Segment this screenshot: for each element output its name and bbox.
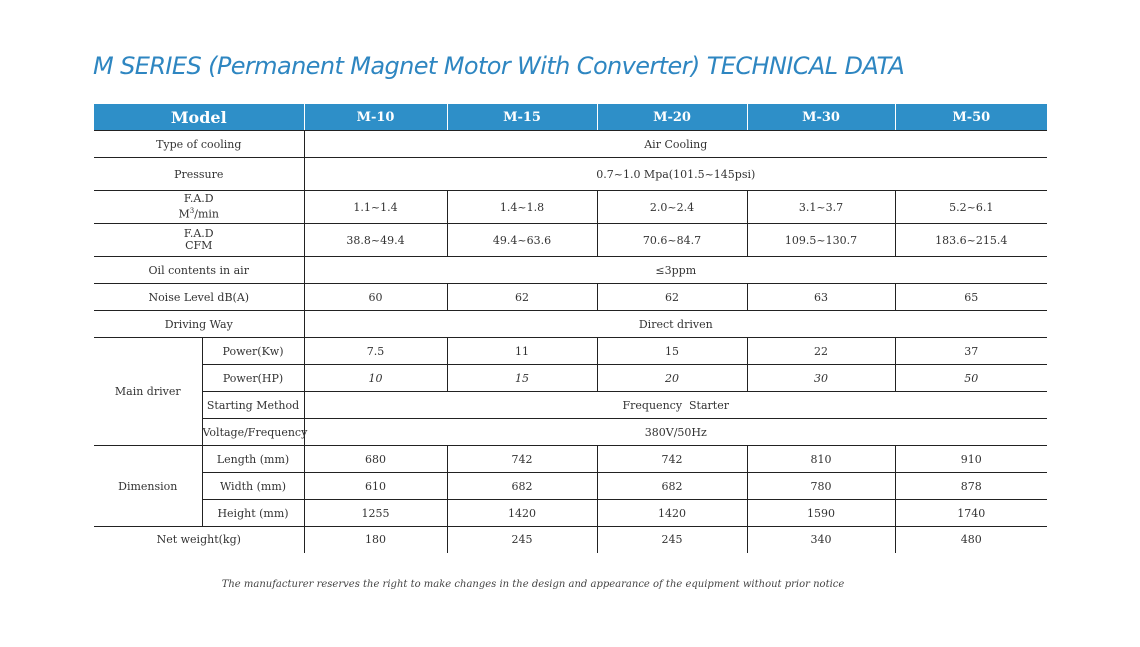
row-label-superscript: 3 — [189, 207, 195, 216]
table-row — [94, 158, 1047, 191]
row-label: Oil contents in air — [94, 257, 304, 284]
technical-data-table — [94, 104, 1047, 553]
row-label: Type of cooling — [94, 131, 304, 158]
cell-value: 62 — [597, 284, 747, 311]
cell-value: 65 — [895, 284, 1047, 311]
model-column-header: M-50 — [895, 104, 1047, 131]
row-value: 0.7~1.0 Mpa(101.5~145psi) — [304, 158, 1047, 191]
cell-value: 245 — [597, 527, 747, 553]
sub-label: Width (mm) — [202, 473, 304, 500]
cell-value: 109.5~130.7 — [747, 224, 895, 257]
cell-value: 183.6~215.4 — [895, 224, 1047, 257]
table-header-row — [94, 104, 1047, 131]
row-label: Pressure — [94, 158, 304, 191]
model-column-header: M-15 — [447, 104, 597, 131]
page-title: M SERIES (Permanent Magnet Motor With Converter) TECHNICAL DATA — [93, 52, 905, 80]
row-label: Net weight(kg) — [94, 527, 304, 553]
sub-label: Power(Kw) — [202, 338, 304, 365]
cell-value: 780 — [747, 473, 895, 500]
cell-value: 1.4~1.8 — [447, 191, 597, 224]
table-row — [94, 392, 1047, 419]
table-row — [94, 365, 1047, 392]
row-value: ≤3ppm — [304, 257, 1047, 284]
cell-value: 340 — [747, 527, 895, 553]
cell-value: 2.0~2.4 — [597, 191, 747, 224]
cell-value: 15 — [447, 365, 597, 392]
cell-value: 49.4~63.6 — [447, 224, 597, 257]
table-row — [94, 338, 1047, 365]
cell-value: 682 — [597, 473, 747, 500]
model-column-header: M-10 — [304, 104, 447, 131]
table-row — [94, 419, 1047, 446]
table-row — [94, 224, 1047, 257]
cell-value: 1420 — [447, 500, 597, 527]
cell-value: 682 — [447, 473, 597, 500]
table-row — [94, 191, 1047, 224]
cell-value: 878 — [895, 473, 1047, 500]
row-label-line: F.A.D — [183, 192, 214, 206]
table-row — [94, 473, 1047, 500]
cell-value: 1420 — [597, 500, 747, 527]
cell-value: 11 — [447, 338, 597, 365]
cell-value: 22 — [747, 338, 895, 365]
sub-label: Starting Method — [202, 392, 304, 419]
sub-label: Height (mm) — [202, 500, 304, 527]
cell-value: 3.1~3.7 — [747, 191, 895, 224]
cell-value: 245 — [447, 527, 597, 553]
row-label — [94, 191, 304, 224]
row-label-unit: M — [178, 207, 190, 221]
cell-value: 810 — [747, 446, 895, 473]
cell-value: 610 — [304, 473, 447, 500]
row-label: Driving Way — [94, 311, 304, 338]
cell-value: 20 — [597, 365, 747, 392]
row-label — [94, 224, 304, 257]
table-row — [94, 527, 1047, 553]
table-row — [94, 500, 1047, 527]
cell-value: 10 — [304, 365, 447, 392]
table-row — [94, 446, 1047, 473]
cell-value: 742 — [597, 446, 747, 473]
cell-value: 1740 — [895, 500, 1047, 527]
row-label-line: F.A.D — [183, 227, 214, 240]
cell-value: 63 — [747, 284, 895, 311]
table-row — [94, 131, 1047, 158]
table-row — [94, 284, 1047, 311]
cell-value: 62 — [447, 284, 597, 311]
model-column-header: M-20 — [597, 104, 747, 131]
row-label: Noise Level dB(A) — [94, 284, 304, 311]
cell-value: 30 — [747, 365, 895, 392]
cell-value: 60 — [304, 284, 447, 311]
table-row — [94, 311, 1047, 338]
cell-value: 742 — [447, 446, 597, 473]
cell-value: 180 — [304, 527, 447, 553]
sub-label: Power(HP) — [202, 365, 304, 392]
cell-value: 50 — [895, 365, 1047, 392]
group-label-dimension: Dimension — [94, 446, 202, 527]
cell-value: 1255 — [304, 500, 447, 527]
model-header: Model — [94, 104, 304, 131]
cell-value: 37 — [895, 338, 1047, 365]
row-label-unit: /min — [194, 207, 219, 221]
footnote: The manufacturer reserves the right to make changes in the design and appearance of the equipment without prior notice — [221, 579, 845, 590]
row-label-unit: CFM — [185, 239, 213, 252]
cell-value: 7.5 — [304, 338, 447, 365]
cell-value: 680 — [304, 446, 447, 473]
sub-label: Voltage/Frequency — [202, 419, 304, 446]
row-value: 380V/50Hz — [304, 419, 1047, 446]
cell-value: 1590 — [747, 500, 895, 527]
table-row — [94, 257, 1047, 284]
model-column-header: M-30 — [747, 104, 895, 131]
sub-label: Length (mm) — [202, 446, 304, 473]
row-value: Frequency Starter — [304, 392, 1047, 419]
cell-value: 15 — [597, 338, 747, 365]
cell-value: 38.8~49.4 — [304, 224, 447, 257]
cell-value: 1.1~1.4 — [304, 191, 447, 224]
cell-value: 5.2~6.1 — [895, 191, 1047, 224]
row-value: Direct driven — [304, 311, 1047, 338]
cell-value: 910 — [895, 446, 1047, 473]
row-value: Air Cooling — [304, 131, 1047, 158]
cell-value: 70.6~84.7 — [597, 224, 747, 257]
group-label-main-driver: Main driver — [94, 338, 202, 446]
cell-value: 480 — [960, 533, 982, 547]
